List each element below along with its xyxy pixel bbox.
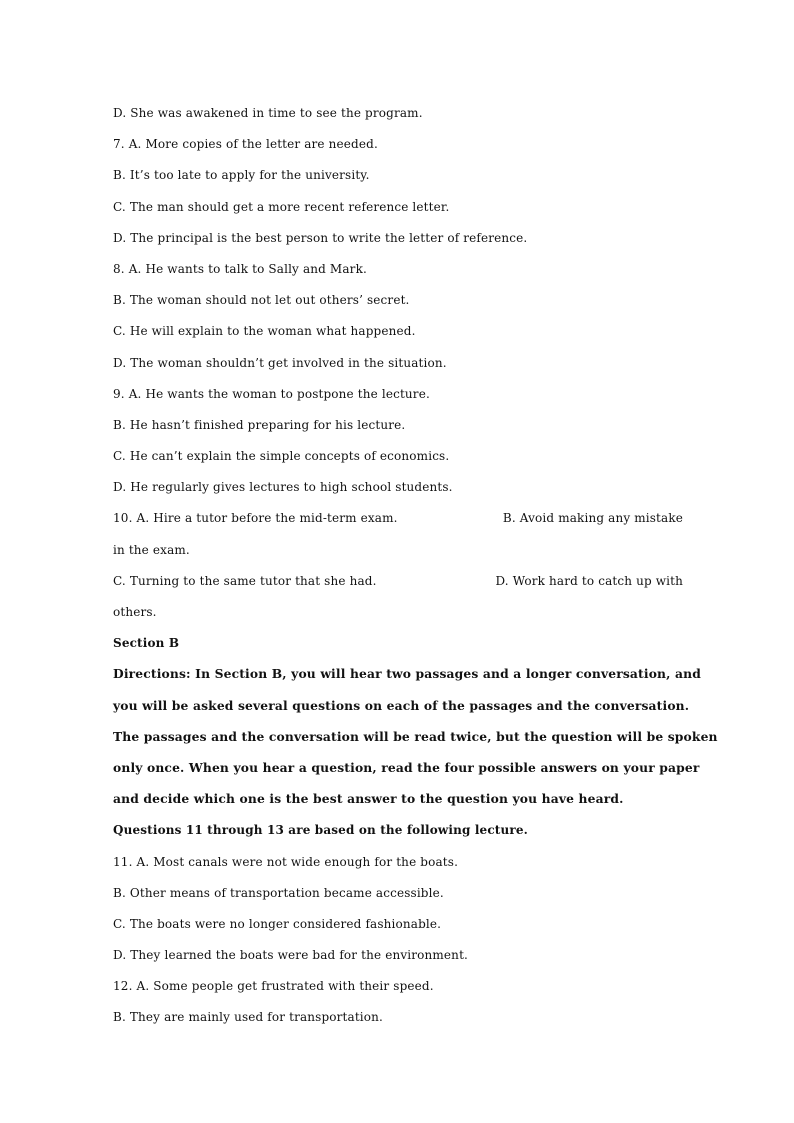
option-8d: D. The woman shouldn’t get involved in the situation. bbox=[113, 355, 447, 370]
option-12a: 12. A. Some people get frustrated with their speed. bbox=[113, 979, 434, 994]
option-7c: C. The man should get a more recent reference letter. bbox=[113, 199, 450, 214]
document-page bbox=[113, 103, 718, 1039]
option-9d: D. He regularly gives lectures to high school students. bbox=[113, 480, 453, 495]
option-11b: B. Other means of transportation became accessible. bbox=[113, 885, 444, 900]
option-10b-end: in the exam. bbox=[113, 542, 190, 557]
option-10d-start: D. Work hard to catch up with bbox=[495, 573, 683, 588]
option-10d-end: others. bbox=[113, 605, 157, 619]
option-8b: B. The woman should not let out others’ secret. bbox=[113, 293, 410, 308]
option-11d: D. They learned the boats were bad for the environment. bbox=[113, 948, 469, 963]
option-11c: C. The boats were no longer considered fashionable. bbox=[113, 916, 442, 931]
directions-line-4: only once. When you hear a question, read the four possible answers on your paper bbox=[113, 759, 700, 775]
option-6d: D. She was awakened in time to see the program. bbox=[113, 106, 423, 120]
option-12b: B. They are mainly used for transportation. bbox=[113, 1010, 384, 1025]
option-9b: B. He hasn’t finished preparing for his lecture. bbox=[113, 417, 406, 432]
section-b-heading: Section B bbox=[113, 636, 180, 651]
option-row-10cd bbox=[113, 571, 683, 602]
option-11a: 11. A. Most canals were not wide enough for the boats. bbox=[113, 854, 459, 869]
option-9c: C. He can’t explain the simple concepts of economics. bbox=[113, 449, 450, 464]
directions-line-5: and decide which one is the best answer to the question you have heard. bbox=[113, 791, 624, 807]
option-9a: 9. A. He wants the woman to postpone the lecture. bbox=[113, 386, 430, 401]
option-10c: C. Turning to the same tutor that she had. bbox=[113, 573, 377, 588]
directions-line-1: Directions: In Section B, you will hear two passages and a longer conversation, and bbox=[113, 666, 701, 682]
lecture-intro: Questions 11 through 13 are based on the following lecture. bbox=[113, 823, 528, 838]
option-7b: B. It’s too late to apply for the university. bbox=[113, 168, 370, 183]
option-7d: D. The principal is the best person to write the letter of reference. bbox=[113, 230, 528, 245]
directions-line-3: The passages and the conversation will be read twice, but the question will be spoken bbox=[113, 728, 718, 744]
option-row-10ab bbox=[113, 508, 683, 539]
directions-line-2: you will be asked several questions on each of the passages and the conversation. bbox=[113, 697, 690, 713]
option-10a: 10. A. Hire a tutor before the mid-term exam. bbox=[113, 511, 398, 526]
option-10b-start: B. Avoid making any mistake bbox=[502, 511, 683, 526]
option-8c: C. He will explain to the woman what happened. bbox=[113, 324, 416, 339]
option-7a: 7. A. More copies of the letter are needed. bbox=[113, 137, 378, 152]
option-8a: 8. A. He wants to talk to Sally and Mark. bbox=[113, 261, 367, 276]
